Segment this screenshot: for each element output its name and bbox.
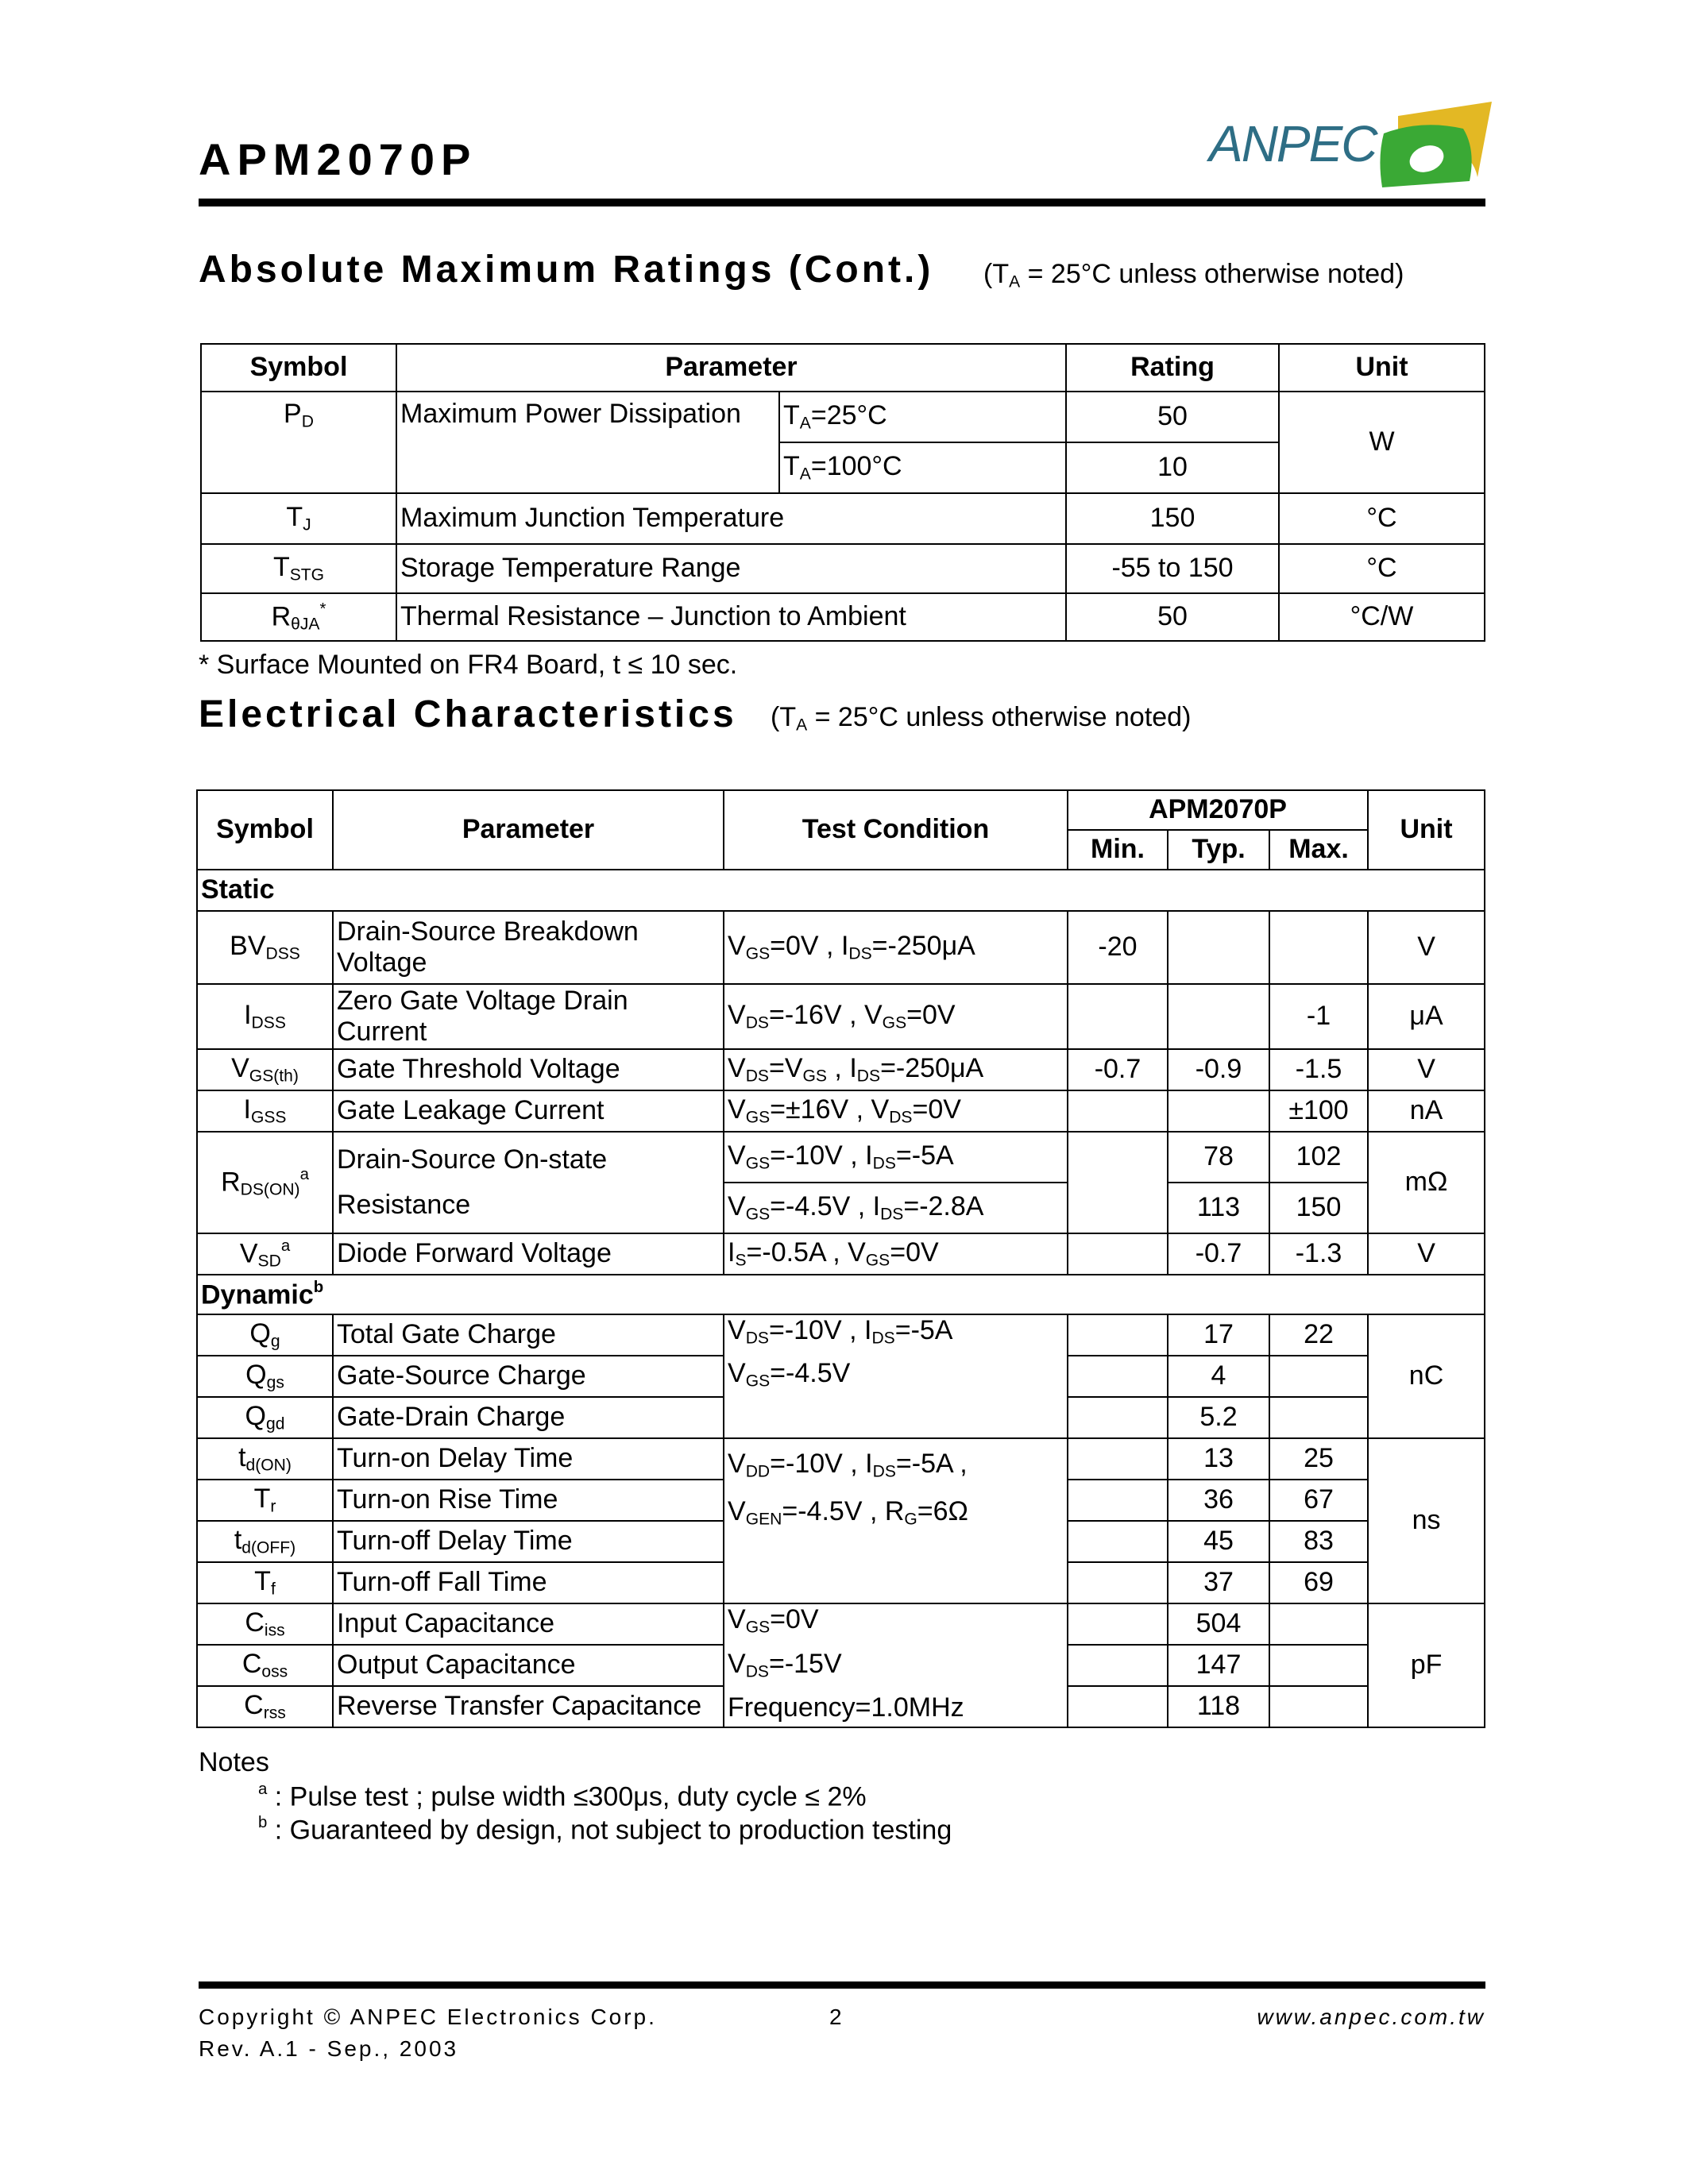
unit-cell: nC (1368, 1314, 1485, 1438)
max-cell: 67 (1269, 1480, 1368, 1521)
symbol-cell: $BV_{DSS}$ (197, 911, 333, 984)
col-unit: Unit (1279, 344, 1485, 392)
typ-cell: 13 (1168, 1438, 1269, 1480)
max-cell (1269, 1645, 1368, 1686)
parameter-cell: Storage Temperature Range (396, 544, 1066, 593)
elec-table (196, 789, 1485, 1728)
parameter-cell: Gate Leakage Current (333, 1090, 724, 1132)
section-static: Static (197, 870, 1485, 911)
max-cell: -1 (1269, 984, 1368, 1049)
min-cell (1068, 1480, 1168, 1521)
min-cell (1068, 1521, 1168, 1562)
condition-cell: $V_{DS}=-10V$ , $I_{DS}=-5A$ $V_{GS}=-4.5V$ (724, 1314, 1068, 1438)
unit-cell: V (1368, 1049, 1485, 1090)
min-cell (1068, 1132, 1168, 1233)
max-cell (1269, 1603, 1368, 1645)
symbol-cell: $Q_{gs}$ (197, 1356, 333, 1397)
parameter-cell: Zero Gate Voltage Drain Current (333, 984, 724, 1049)
condition-cell: $T_A=25^\circ C$ (779, 392, 1066, 442)
min-cell (1068, 1603, 1168, 1645)
table-row (197, 1314, 1485, 1356)
parameter-cell: Drain-Source On-state Resistance (333, 1132, 724, 1233)
elec-title: Electrical Characteristics (199, 693, 737, 735)
footer-url[interactable]: www.anpec.com.tw (1257, 2005, 1485, 2029)
parameter-cell: Diode Forward Voltage (333, 1233, 724, 1275)
header-rule (199, 199, 1485, 206)
table-row (201, 392, 1485, 442)
symbol-cell: $T_r$ (197, 1480, 333, 1521)
typ-cell: 147 (1168, 1645, 1269, 1686)
symbol-cell: $V_{SD}^a$ (197, 1233, 333, 1275)
typ-cell: 118 (1168, 1686, 1269, 1727)
min-cell: -0.7 (1068, 1049, 1168, 1090)
col-test-condition: Test Condition (724, 790, 1068, 870)
unit-cell: °C (1279, 493, 1485, 544)
table-row (201, 593, 1485, 641)
max-cell: 25 (1269, 1438, 1368, 1480)
symbol-cell: $C_{oss}$ (197, 1645, 333, 1686)
rating-cell: 50 (1066, 392, 1279, 442)
unit-cell: pF (1368, 1603, 1485, 1727)
symbol-cell: $I_{GSS}$ (197, 1090, 333, 1132)
parameter-cell: Thermal Resistance – Junction to Ambient (396, 593, 1066, 641)
symbol-cell: $t_{d(ON)}$ (197, 1438, 333, 1480)
unit-cell: mΩ (1368, 1132, 1485, 1233)
typ-cell (1168, 911, 1269, 984)
parameter-cell: Maximum Power Dissipation (396, 392, 779, 493)
col-parameter: Parameter (333, 790, 724, 870)
min-cell (1068, 1562, 1168, 1603)
max-cell: -1.5 (1269, 1049, 1368, 1090)
symbol-cell: $T_{STG}$ (201, 544, 396, 593)
table-row (201, 493, 1485, 544)
typ-cell (1168, 1090, 1269, 1132)
typ-cell: 37 (1168, 1562, 1269, 1603)
min-cell (1068, 1314, 1168, 1356)
table-row (201, 544, 1485, 593)
condition-cell: $I_S=-0.5A$ , $V_{GS}=0V$ (724, 1233, 1068, 1275)
section-dynamic: Dynamic$^b$ (197, 1275, 1485, 1314)
col-parameter: Parameter (396, 344, 1066, 392)
col-unit: Unit (1368, 790, 1485, 870)
unit-cell: °C (1279, 544, 1485, 593)
footer-page-number: 2 (829, 2005, 844, 2029)
max-cell: 22 (1269, 1314, 1368, 1356)
max-cell: ±100 (1269, 1090, 1368, 1132)
footer-copyright: Copyright © ANPEC Electronics Corp. (199, 2005, 657, 2029)
table-row (197, 1233, 1485, 1275)
unit-cell: V (1368, 1233, 1485, 1275)
max-cell (1269, 1397, 1368, 1438)
parameter-cell: Turn-on Rise Time (333, 1480, 724, 1521)
min-cell (1068, 1645, 1168, 1686)
symbol-cell: $t_{d(OFF)}$ (197, 1521, 333, 1562)
abs-max-title: Absolute Maximum Ratings (Cont.) (199, 249, 934, 291)
rating-cell: 150 (1066, 493, 1279, 544)
unit-cell: μA (1368, 984, 1485, 1049)
typ-cell: 36 (1168, 1480, 1269, 1521)
unit-cell: V (1368, 911, 1485, 984)
min-cell (1068, 1233, 1168, 1275)
part-number: APM2070P (199, 134, 477, 184)
max-cell: 69 (1269, 1562, 1368, 1603)
notes-title: Notes (199, 1747, 269, 1777)
unit-cell: °C/W (1279, 593, 1485, 641)
table-row (197, 1132, 1485, 1183)
typ-cell: 113 (1168, 1183, 1269, 1233)
anpec-logo-text: ANPEC (1209, 115, 1377, 172)
footer-revision: Rev. A.1 - Sep., 2003 (199, 2036, 459, 2061)
max-cell (1269, 911, 1368, 984)
rating-cell: -55 to 150 (1066, 544, 1279, 593)
symbol-cell: $R_{DS(ON)}^a$ (197, 1132, 333, 1233)
table-row (197, 1049, 1485, 1090)
parameter-cell: Total Gate Charge (333, 1314, 724, 1356)
min-cell (1068, 1090, 1168, 1132)
condition-cell: $T_A=100^\circ C$ (779, 442, 1066, 493)
condition-cell: $V_{GS}=-4.5V$ , $I_{DS}=-2.8A$ (724, 1183, 1068, 1233)
rating-cell: 10 (1066, 442, 1279, 493)
unit-cell: nA (1368, 1090, 1485, 1132)
max-cell: 83 (1269, 1521, 1368, 1562)
max-cell (1269, 1356, 1368, 1397)
elec-condition: ($T_A = 25^\circ C$ unless otherwise noted) (771, 702, 1192, 735)
typ-cell: 5.2 (1168, 1397, 1269, 1438)
anpec-logo-icon (1374, 102, 1493, 189)
condition-cell: $V_{GS}=0V$ $V_{DS}=-15V$ Frequency=1.0MHz (724, 1603, 1068, 1727)
parameter-cell: Maximum Junction Temperature (396, 493, 1066, 544)
note-b: $^b$ : Guaranteed by design, not subject to production testing (258, 1814, 952, 1846)
symbol-cell: $C_{rss}$ (197, 1686, 333, 1727)
condition-cell: $V_{DS}=V_{GS}$ , $I_{DS}=-250\mu A$ (724, 1049, 1068, 1090)
table-row (197, 1438, 1485, 1480)
typ-cell: 4 (1168, 1356, 1269, 1397)
abs-max-table (200, 343, 1485, 642)
parameter-cell: Input Capacitance (333, 1603, 724, 1645)
col-rating: Rating (1066, 344, 1279, 392)
table-row (197, 1603, 1485, 1645)
typ-cell: 45 (1168, 1521, 1269, 1562)
max-cell (1269, 1686, 1368, 1727)
parameter-cell: Gate Threshold Voltage (333, 1049, 724, 1090)
parameter-cell: Turn-on Delay Time (333, 1438, 724, 1480)
symbol-cell: $P_D$ (201, 392, 396, 493)
col-min: Min. (1068, 830, 1168, 870)
condition-cell: $V_{GS}=-10V$ , $I_{DS}=-5A$ (724, 1132, 1068, 1183)
parameter-cell: Gate-Source Charge (333, 1356, 724, 1397)
symbol-cell: $Q_g$ (197, 1314, 333, 1356)
unit-cell: ns (1368, 1438, 1485, 1603)
col-symbol: Symbol (201, 344, 396, 392)
min-cell: -20 (1068, 911, 1168, 984)
symbol-cell: $I_{DSS}$ (197, 984, 333, 1049)
symbol-cell: $Q_{gd}$ (197, 1397, 333, 1438)
abs-max-condition: ($T_A = 25^\circ C$ unless otherwise noted) (983, 259, 1404, 291)
unit-cell: W (1279, 392, 1485, 493)
typ-cell: 504 (1168, 1603, 1269, 1645)
parameter-cell: Reverse Transfer Capacitance (333, 1686, 724, 1727)
condition-cell: $V_{DS}=-16V$ , $V_{GS}=0V$ (724, 984, 1068, 1049)
parameter-cell: Turn-off Fall Time (333, 1562, 724, 1603)
min-cell (1068, 1397, 1168, 1438)
symbol-cell: $V_{GS(th)}$ (197, 1049, 333, 1090)
typ-cell (1168, 984, 1269, 1049)
table-row (197, 984, 1485, 1049)
col-max: Max. (1269, 830, 1368, 870)
max-cell: -1.3 (1269, 1233, 1368, 1275)
footer-rule (199, 1981, 1485, 1989)
abs-max-footnote: * Surface Mounted on FR4 Board, t ≤ 10 sec. (199, 650, 738, 680)
typ-cell: -0.7 (1168, 1233, 1269, 1275)
typ-cell: 17 (1168, 1314, 1269, 1356)
note-a: $^a$ : Pulse test ; pulse width ≤300μs, duty cycle ≤ 2% (258, 1781, 867, 1812)
max-cell: 102 (1269, 1132, 1368, 1183)
min-cell (1068, 1356, 1168, 1397)
condition-cell: $V_{DD}=-10V$ , $I_{DS}=-5A$ , $V_{GEN}=-4.5V$ , $R_G=6\Omega$ (724, 1438, 1068, 1603)
typ-cell: 78 (1168, 1132, 1269, 1183)
min-cell (1068, 984, 1168, 1049)
symbol-cell: $T_J$ (201, 493, 396, 544)
typ-cell: -0.9 (1168, 1049, 1269, 1090)
symbol-cell: $C_{iss}$ (197, 1603, 333, 1645)
parameter-cell: Gate-Drain Charge (333, 1397, 724, 1438)
rating-cell: 50 (1066, 593, 1279, 641)
col-group-apm2070p: APM2070P (1068, 790, 1368, 830)
col-symbol: Symbol (197, 790, 333, 870)
parameter-cell: Turn-off Delay Time (333, 1521, 724, 1562)
condition-cell: $V_{GS}=0V$ , $I_{DS}=-250\mu A$ (724, 911, 1068, 984)
table-row (197, 1090, 1485, 1132)
condition-cell: $V_{GS}=\pm 16V$ , $V_{DS}=0V$ (724, 1090, 1068, 1132)
parameter-cell: Drain-Source Breakdown Voltage (333, 911, 724, 984)
col-typ: Typ. (1168, 830, 1269, 870)
table-row (197, 911, 1485, 984)
max-cell: 150 (1269, 1183, 1368, 1233)
min-cell (1068, 1686, 1168, 1727)
symbol-cell: $T_f$ (197, 1562, 333, 1603)
symbol-cell: $R_{\theta JA}^*$ (201, 593, 396, 641)
parameter-cell: Output Capacitance (333, 1645, 724, 1686)
min-cell (1068, 1438, 1168, 1480)
